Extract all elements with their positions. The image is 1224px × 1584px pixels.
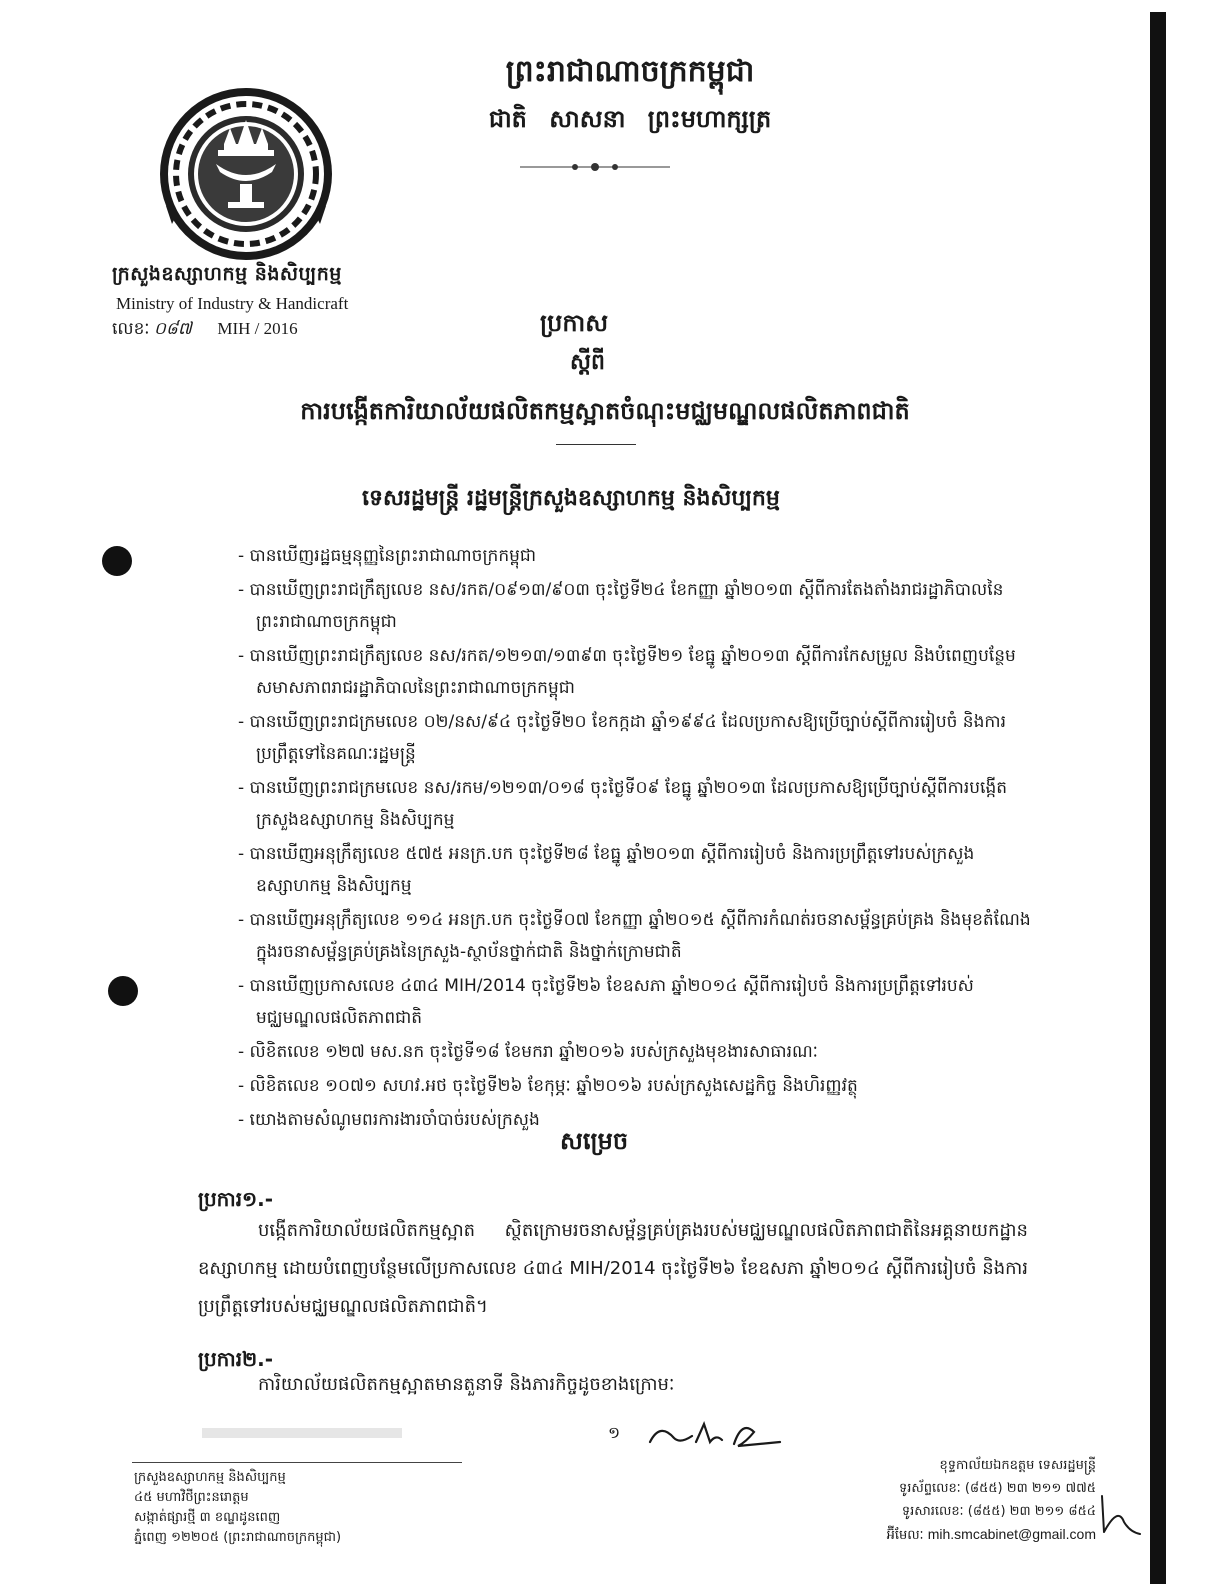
article-1-title: ប្រការ១.- <box>198 1187 274 1211</box>
visa-item: - បានឃើញព្រះរាជក្រមលេខ ០២/នស/៩៤ ចុះថ្ងៃទី២០ ខែកក្កដា ឆ្នាំ១៩៩៤ ដែលប្រកាសឱ្យប្រើច្បាប់ស្តីពីការរៀបចំ និងការប្រព្រឹត្តទៅនៃគណៈរដ្ឋមន្ត្រី <box>238 706 1038 770</box>
ministry-name-english: Ministry of Industry & Handicraft <box>116 294 349 313</box>
subject-divider <box>556 444 636 445</box>
ministry-name-khmer: ក្រសួងឧស្សាហកម្ម និងសិប្បកម្ម <box>112 263 342 285</box>
document-about-heading: ស្តីពី <box>570 350 605 375</box>
decision-heading: សម្រេច <box>560 1127 629 1155</box>
reference-number <box>112 318 298 343</box>
footer-email-line <box>842 1523 1096 1547</box>
handwritten-initial-mark <box>1094 1492 1142 1536</box>
visa-item: - លិខិតលេខ ១២៧ មស.នក ចុះថ្ងៃទី១៨ ខែមករា ឆ្នាំ២០១៦ របស់ក្រសួងមុខងារសាធារណៈ <box>238 1036 1038 1068</box>
footer-phone: ទូរស័ព្ទលេខៈ (៨៥៥) ២៣ ២១១ ៧៧៥ <box>898 1481 1096 1496</box>
reference-label: លេខៈ <box>112 319 150 338</box>
decorative-divider <box>520 160 670 174</box>
visa-item: - បានឃើញព្រះរាជក្រឹត្យលេខ នស/រកត/០៩១៣/៩០៣ ចុះថ្ងៃទី២៤ ខែកញ្ញា ឆ្នាំ២០១៣ ស្តីពីការតែងតាំងរាជរដ្ឋាភិបាលនៃព្រះរាជាណាចក្រកម្ពុជា <box>238 574 1038 638</box>
reference-handwritten-number: ០៨៧ <box>153 319 192 338</box>
reference-suffix: MIH / 2016 <box>217 319 298 338</box>
visa-list <box>238 540 1038 1138</box>
article-1-body: បង្កើតការិយាល័យផលិតកម្មស្អាត ស្ថិតក្រោមរចនាសម្ព័ន្ធគ្រប់គ្រងរបស់មជ្ឈមណ្ឌលផលិតភាពជាតិនៃអគ្គនាយកដ្ឋានឧស្សាហកម្ម ដោយបំពេញបន្ថែមលើប្រកាសលេខ ៤៣៤ MIH/2014 ចុះថ្ងៃទី២៦ ខែឧសភា ឆ្នាំ២០១៤ ស្តីពីការរៀបចំ និងការប្រព្រឹត្តទៅរបស់មជ្ឈមណ្ឌលផលិតភាពជាតិ។ <box>198 1220 1028 1317</box>
footer-address <box>134 1468 341 1548</box>
footer-email[interactable]: mih.smcabinet@gmail.com <box>927 1526 1096 1542</box>
footer-divider <box>132 1462 462 1463</box>
document-type-heading: ប្រកាស <box>540 309 609 337</box>
national-motto: ជាតិ សាសនា ព្រះមហាក្សត្រ <box>488 104 772 133</box>
visa-item: - បានឃើញអនុក្រឹត្យលេខ ៥៧៥ អនក្រ.បក ចុះថ្ងៃទី២៨ ខែធ្នូ ឆ្នាំ២០១៣ ស្តីពីការរៀបចំ និងការប្រព្រឹត្តទៅរបស់ក្រសួងឧស្សាហកម្ម និងសិប្បកម្ម <box>238 838 1038 902</box>
article-2-title: ប្រការ២.- <box>198 1347 274 1371</box>
footer-address-line: ៤៥ មហាវិថីព្រះនរោត្តម <box>134 1490 249 1505</box>
scan-edge-bar <box>1150 12 1166 1584</box>
ministry-seal-logo <box>158 86 334 262</box>
visa-item: - បានឃើញប្រកាសលេខ ៤៣៤ MIH/2014 ចុះថ្ងៃទី២៦ ខែឧសភា ឆ្នាំ២០១៤ ស្តីពីការរៀបចំ និងការប្រព្រឹត្តទៅរបស់មជ្ឈមណ្ឌលផលិតភាពជាតិ <box>238 970 1038 1034</box>
document-subject: ការបង្កើតការិយាល័យផលិតកម្មស្អាតចំណុះមជ្ឈមណ្ឌលផលិតភាពជាតិ <box>300 397 910 425</box>
visa-item: - បានឃើញរដ្ឋធម្មនុញ្ញនៃព្រះរាជាណាចក្រកម្ពុជា <box>238 540 1038 572</box>
footer-cabinet: ខុទ្ទកាល័យឯកឧត្តម ទេសរដ្ឋមន្ត្រី <box>939 1458 1096 1473</box>
footer-fax: ទូរសារលេខៈ (៨៥៥) ២៣ ២១១ ៨៥៤ <box>901 1504 1096 1519</box>
visa-item: - បានឃើញព្រះរាជក្រឹត្យលេខ នស/រកត/១២១៣/១៣៩៣ ចុះថ្ងៃទី២១ ខែធ្នូ ឆ្នាំ២០១៣ ស្តីពីការកែសម្រួល និងបំពេញបន្ថែមសមាសភាពរាជរដ្ឋាភិបាលនៃព្រះរាជាណាចក្រកម្ពុជា <box>238 640 1038 704</box>
footer-address-line: ក្រសួងឧស្សាហកម្ម និងសិប្បកម្ម <box>134 1470 286 1485</box>
footer-contact <box>842 1454 1096 1547</box>
page-number: ១ <box>608 1423 621 1442</box>
footer-address-line: ភ្នំពេញ ១២២០៥ (ព្រះរាជាណាចក្រកម្ពុជា) <box>134 1530 342 1545</box>
footer-address-line: សង្កាត់ផ្សារថ្មី ៣ ខណ្ឌដូនពេញ <box>134 1510 281 1525</box>
footer-email-label: អ៊ីមែលៈ <box>886 1528 924 1543</box>
visa-item: - យោងតាមសំណូមពរការងារចាំបាច់របស់ក្រសួង <box>238 1104 1038 1136</box>
faint-bleed-through-text <box>202 1428 402 1438</box>
visa-item: - បានឃើញព្រះរាជក្រមលេខ នស/រកម/១២១៣/០១៨ ចុះថ្ងៃទី០៩ ខែធ្នូ ឆ្នាំ២០១៣ ដែលប្រកាសឱ្យប្រើច្បាប់ស្តីពីការបង្កើតក្រសួងឧស្សាហកម្ម និងសិប្បកម្ម <box>238 772 1038 836</box>
article-2-body: ការិយាល័យផលិតកម្មស្អាតមានតួនាទី និងភារកិច្ចដូចខាងក្រោមៈ <box>258 1374 675 1395</box>
visa-item: - លិខិតលេខ ១០៧១ សហវ.អថ ចុះថ្ងៃទី២៦ ខែកុម្ភៈ ឆ្នាំ២០១៦ របស់ក្រសួងសេដ្ឋកិច្ច និងហិរញ្ញវត្ថុ <box>238 1070 1038 1102</box>
kingdom-title: ព្រះរាជាណាចក្រកម្ពុជា <box>505 54 755 89</box>
visa-item: - បានឃើញអនុក្រឹត្យលេខ ១១៤ អនក្រ.បក ចុះថ្ងៃទី០៧ ខែកញ្ញា ឆ្នាំ២០១៥ ស្តីពីការកំណត់រចនាសម្ព័ន្ធគ្រប់គ្រង និងមុខតំណែងក្នុងរចនាសម្ព័ន្ធគ្រប់គ្រងនៃក្រសួង-ស្ថាប័នថ្នាក់ជាតិ និងថ្នាក់ក្រោមជាតិ <box>238 904 1038 968</box>
minister-title: ទេសរដ្ឋមន្ត្រី រដ្ឋមន្ត្រីក្រសួងឧស្សាហកម្ម និងសិប្បកម្ម <box>362 486 780 511</box>
punch-hole-top <box>102 546 132 576</box>
handwritten-initials-signature <box>630 1412 790 1456</box>
punch-hole-bottom <box>108 976 138 1006</box>
